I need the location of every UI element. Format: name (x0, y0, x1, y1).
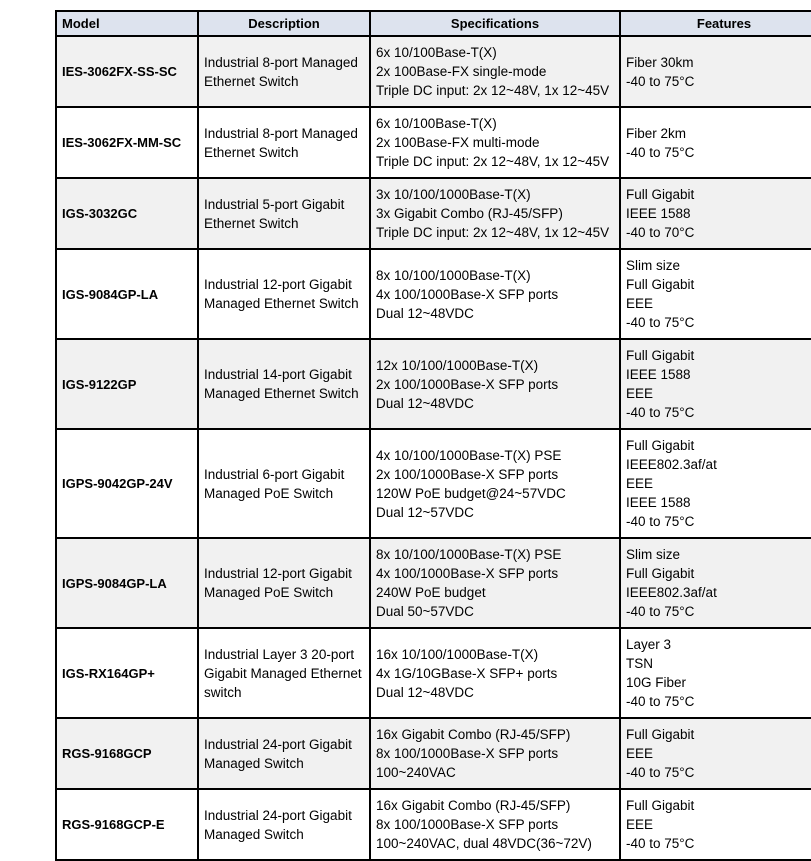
feature-line: EEE (626, 476, 654, 491)
specifications-cell (370, 107, 620, 178)
model-cell: RGS-9168GCP (56, 718, 198, 789)
specification-line: Triple DC input: 2x 12~48V, 1x 12~45V (376, 225, 610, 240)
feature-line: TSN (626, 656, 653, 671)
specification-line: Dual 12~48VDC (376, 684, 474, 700)
model-cell: IGPS-9042GP-24V (56, 429, 198, 538)
feature-line: Full Gigabit (626, 187, 695, 202)
model-cell: IGS-9122GP (56, 339, 198, 429)
feature-line: Full Gigabit (626, 277, 695, 292)
description-cell: Industrial 8-port Managed Ethernet Switch (198, 36, 370, 107)
specification-line: Dual 12~57VDC (376, 504, 474, 520)
feature-line: 10G Fiber (626, 675, 687, 690)
description-cell: Industrial 5-port Gigabit Ethernet Switch (198, 178, 370, 249)
specifications-cell (370, 718, 620, 789)
feature-line: EEE (626, 746, 654, 761)
feature-line: -40 to 75°C (626, 604, 695, 619)
table-header-row (56, 11, 811, 36)
specification-line: 2x 100Base-FX multi-mode (376, 135, 540, 150)
specification-line: Triple DC input: 2x 12~48V, 1x 12~45V (376, 83, 610, 98)
model-cell: IES-3062FX-MM-SC (56, 107, 198, 178)
feature-line: IEEE 1588 (626, 495, 691, 510)
description-cell: Industrial Layer 3 20-port Gigabit Managed Ethernet switch (198, 628, 370, 718)
feature-line: -40 to 75°C (626, 765, 695, 780)
feature-line: Layer 3 (626, 637, 672, 652)
specification-line: 6x 10/100Base-T(X) (376, 45, 497, 60)
feature-line: -40 to 75°C (626, 73, 695, 89)
specifications-cell (370, 249, 620, 339)
specification-line: 100~240VAC (376, 765, 456, 780)
specification-line: 2x 100/1000Base-X SFP ports (376, 466, 559, 482)
specifications-cell (370, 628, 620, 718)
description-cell: Industrial 12-port Gigabit Managed Ethernet Switch (198, 249, 370, 339)
description-cell: Industrial 24-port Gigabit Managed Switch (198, 789, 370, 860)
specification-line: 4x 100/1000Base-X SFP ports (376, 286, 559, 302)
specifications-cell (370, 429, 620, 538)
specification-line: 2x 100/1000Base-X SFP ports (376, 376, 559, 392)
feature-line: IEEE 1588 (626, 206, 691, 221)
feature-line: Slim size (626, 547, 681, 562)
header-specifications: Specifications (370, 11, 620, 36)
feature-line: EEE (626, 817, 654, 832)
description-cell: Industrial 8-port Managed Ethernet Switch (198, 107, 370, 178)
specifications-cell (370, 36, 620, 107)
specification-line: 8x 10/100/1000Base-T(X) PSE (376, 547, 562, 562)
features-cell (620, 429, 811, 538)
table-header (56, 11, 811, 36)
features-cell (620, 789, 811, 860)
feature-line: -40 to 75°C (626, 405, 695, 420)
header-features: Features (620, 11, 811, 36)
feature-line: -40 to 75°C (626, 144, 695, 160)
feature-line: Full Gigabit (626, 727, 695, 742)
specification-line: 8x 100/1000Base-X SFP ports (376, 746, 559, 761)
table-row (56, 538, 811, 628)
feature-line: -40 to 75°C (626, 514, 695, 529)
features-cell (620, 249, 811, 339)
specification-line: 120W PoE budget@24~57VDC (376, 485, 566, 501)
features-cell (620, 107, 811, 178)
table-row (56, 339, 811, 429)
table-row (56, 249, 811, 339)
specification-line: 2x 100Base-FX single-mode (376, 64, 547, 79)
specification-line: Dual 12~48VDC (376, 305, 474, 321)
feature-line: -40 to 75°C (626, 694, 695, 709)
header-model: Model (56, 11, 198, 36)
specifications-cell (370, 178, 620, 249)
header-description: Description (198, 11, 370, 36)
specification-line: 240W PoE budget (376, 585, 486, 600)
specification-line: 4x 1G/10GBase-X SFP+ ports (376, 665, 558, 681)
table-row (56, 718, 811, 789)
feature-line: Full Gigabit (626, 438, 695, 453)
description-cell: Industrial 24-port Gigabit Managed Switch (198, 718, 370, 789)
specification-line: 4x 10/100/1000Base-T(X) PSE (376, 447, 562, 463)
features-cell (620, 36, 811, 107)
feature-line: Full Gigabit (626, 798, 695, 813)
feature-line: IEEE802.3af/at (626, 457, 717, 472)
table-body (56, 36, 811, 860)
table-row (56, 628, 811, 718)
specification-line: 16x 10/100/1000Base-T(X) (376, 646, 539, 662)
specification-line: 6x 10/100Base-T(X) (376, 116, 497, 131)
table-row (56, 429, 811, 538)
specification-line: 12x 10/100/1000Base-T(X) (376, 357, 539, 373)
specification-line: 8x 100/1000Base-X SFP ports (376, 817, 559, 832)
specification-line: Dual 12~48VDC (376, 395, 474, 411)
features-cell (620, 628, 811, 718)
description-cell: Industrial 12-port Gigabit Managed PoE Switch (198, 538, 370, 628)
feature-line: EEE (626, 296, 654, 311)
specification-line: Dual 50~57VDC (376, 604, 474, 619)
specifications-cell (370, 339, 620, 429)
table-row (56, 178, 811, 249)
specification-line: 3x Gigabit Combo (RJ-45/SFP) (376, 206, 563, 221)
feature-line: Slim size (626, 258, 681, 273)
specification-line: 16x Gigabit Combo (RJ-45/SFP) (376, 798, 571, 813)
feature-line: Fiber 2km (626, 125, 687, 141)
feature-line: IEEE802.3af/at (626, 585, 717, 600)
product-table-container (55, 10, 811, 861)
specifications-cell (370, 789, 620, 860)
table-row (56, 36, 811, 107)
description-cell: Industrial 14-port Gigabit Managed Ethernet Switch (198, 339, 370, 429)
feature-line: EEE (626, 386, 654, 401)
feature-line: IEEE 1588 (626, 367, 691, 382)
features-cell (620, 178, 811, 249)
features-cell (620, 339, 811, 429)
specification-line: 4x 100/1000Base-X SFP ports (376, 566, 559, 581)
model-cell: RGS-9168GCP-E (56, 789, 198, 860)
feature-line: Full Gigabit (626, 566, 695, 581)
model-cell: IGS-3032GC (56, 178, 198, 249)
specification-line: Triple DC input: 2x 12~48V, 1x 12~45V (376, 154, 610, 169)
specification-line: 16x Gigabit Combo (RJ-45/SFP) (376, 727, 571, 742)
product-comparison-table (55, 10, 811, 861)
feature-line: -40 to 75°C (626, 315, 695, 330)
description-cell: Industrial 6-port Gigabit Managed PoE Switch (198, 429, 370, 538)
model-cell: IGS-RX164GP+ (56, 628, 198, 718)
feature-line: -40 to 75°C (626, 836, 695, 851)
specification-line: 100~240VAC, dual 48VDC(36~72V) (376, 836, 592, 851)
table-row (56, 789, 811, 860)
model-cell: IES-3062FX-SS-SC (56, 36, 198, 107)
specification-line: 3x 10/100/1000Base-T(X) (376, 187, 531, 202)
model-cell: IGPS-9084GP-LA (56, 538, 198, 628)
specification-line: 8x 10/100/1000Base-T(X) (376, 267, 531, 283)
table-row (56, 107, 811, 178)
features-cell (620, 538, 811, 628)
model-cell: IGS-9084GP-LA (56, 249, 198, 339)
feature-line: -40 to 70°C (626, 225, 695, 240)
features-cell (620, 718, 811, 789)
feature-line: Full Gigabit (626, 348, 695, 363)
feature-line: Fiber 30km (626, 54, 694, 70)
specifications-cell (370, 538, 620, 628)
